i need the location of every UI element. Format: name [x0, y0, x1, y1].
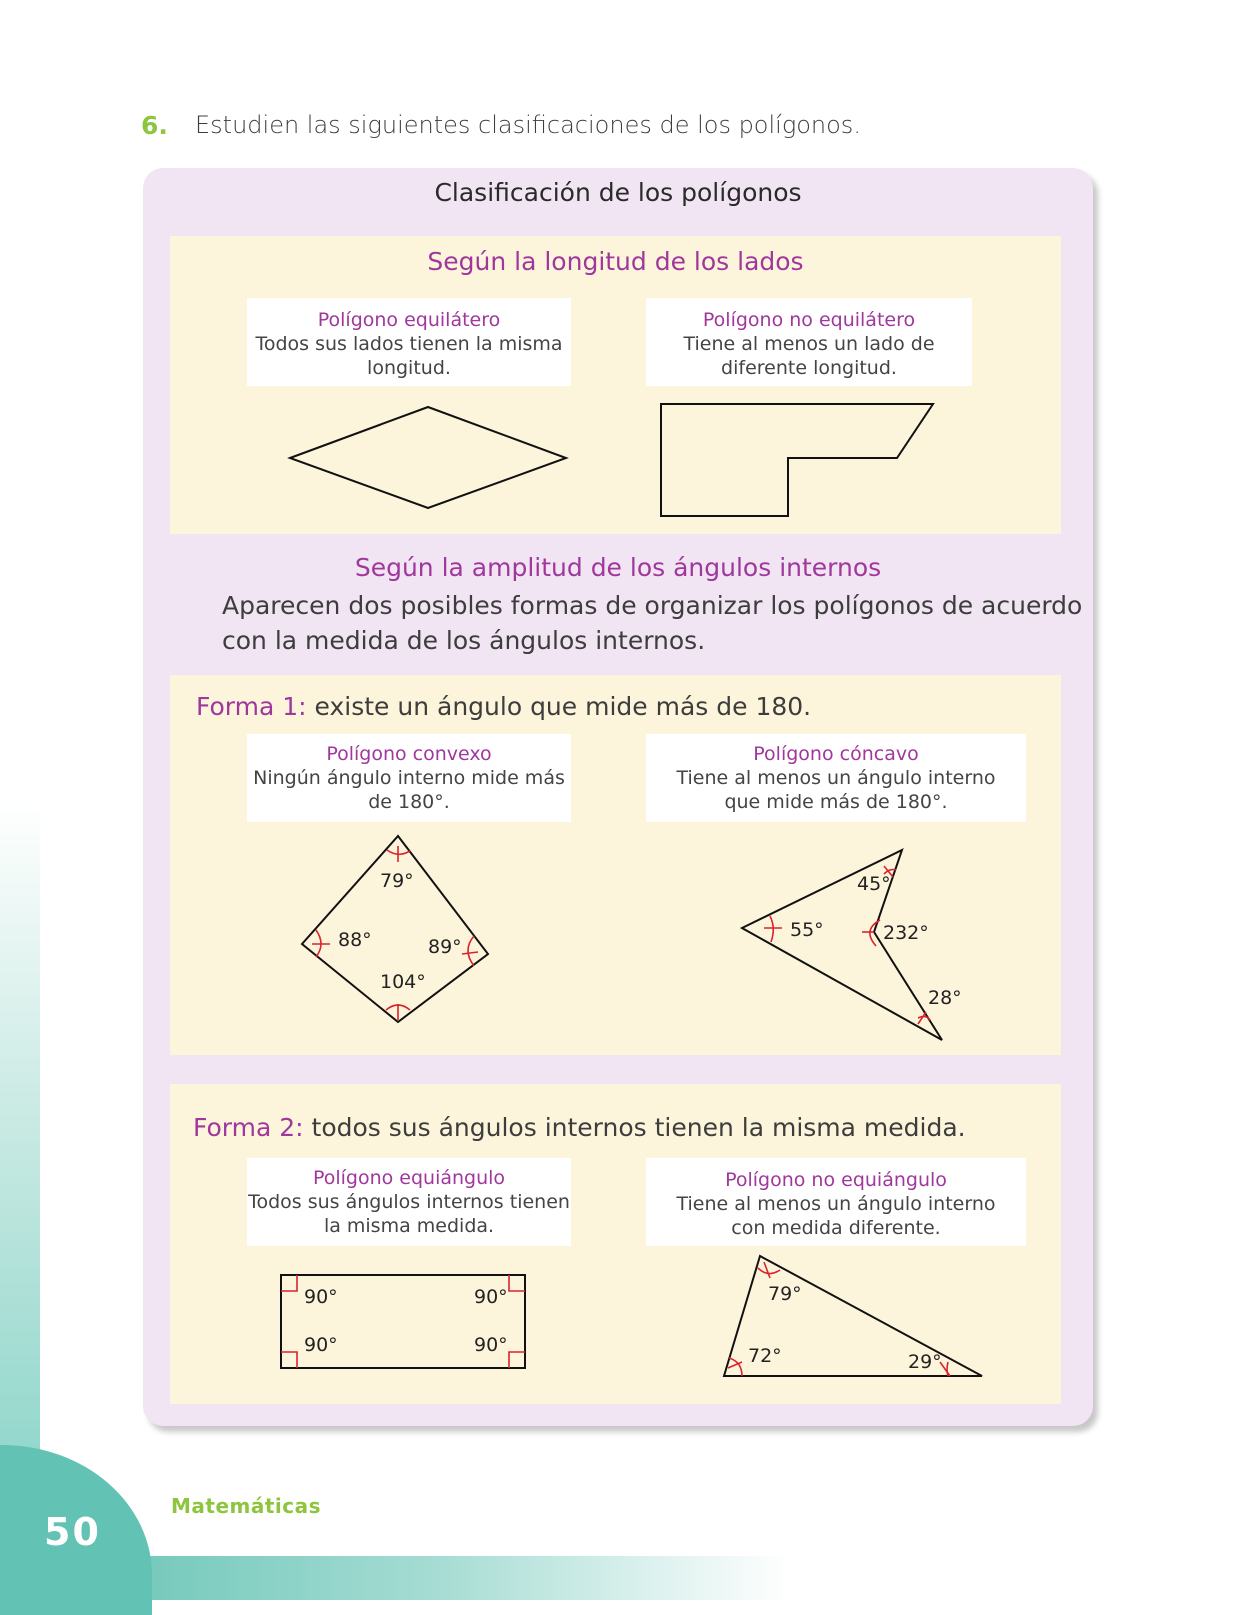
- concave-angle-28: 28°: [928, 987, 962, 1009]
- concave-title: Polígono cóncavo: [753, 743, 919, 765]
- non-equiangular-line2: con medida diferente.: [731, 1217, 941, 1239]
- equiangular-title: Polígono equiángulo: [312, 1167, 506, 1189]
- angles-paragraph: [222, 588, 1082, 658]
- convex-line1: Ningún ángulo interno mide más: [253, 767, 565, 789]
- forma1-label: Forma 1:: [196, 692, 307, 721]
- concave-angle-45: 45°: [857, 873, 891, 895]
- panel-title: Clasificación de los polígonos: [434, 178, 802, 207]
- convex-angle-79: 79°: [380, 870, 414, 892]
- angles-paragraph-line2: con la medida de los ángulos internos.: [222, 626, 706, 655]
- convex-box: [247, 734, 571, 822]
- non-equilateral-title: Polígono no equilátero: [702, 309, 916, 331]
- forma2-label: Forma 2:: [193, 1113, 304, 1142]
- convex-title: Polígono convexo: [326, 743, 492, 765]
- angles-heading: Según la amplitud de los ángulos internos: [354, 553, 882, 582]
- non-equiangular-box: [646, 1158, 1026, 1246]
- forma2-text: todos sus ángulos internos tienen la misma medida.: [303, 1113, 966, 1142]
- equiangular-line1: Todos sus ángulos internos tienen: [248, 1191, 570, 1213]
- question-number: 6.: [141, 111, 168, 140]
- equilateral-line1: Todos sus lados tienen la misma: [255, 333, 563, 355]
- page-number: 50: [44, 1510, 101, 1554]
- sides-heading: Según la longitud de los lados: [427, 247, 804, 276]
- convex-angle-88: 88°: [338, 929, 372, 951]
- concave-quadrilateral-figure: [742, 850, 942, 1040]
- rect-angle-bottom-right: 90°: [474, 1334, 508, 1356]
- non-equilateral-line2: diferente longitud.: [721, 357, 897, 379]
- concave-angle-marks: [764, 866, 930, 1024]
- forma2-heading: [193, 1113, 966, 1142]
- equiangular-line2: la misma medida.: [323, 1215, 495, 1237]
- equilateral-line2: longitud.: [367, 357, 451, 379]
- convex-angle-104: 104°: [380, 971, 426, 993]
- convex-angle-89: 89°: [428, 936, 462, 958]
- forma1-text: existe un ángulo que mide más de 180.: [306, 692, 812, 721]
- rect-angle-bottom-left: 90°: [304, 1334, 338, 1356]
- question-text: Estudien las siguientes clasificaciones de los polígonos.: [195, 111, 861, 139]
- angles-paragraph-line1: Aparecen dos posibles formas de organizar los polígonos de acuerdo: [222, 591, 1083, 620]
- forma1-heading: [196, 692, 811, 721]
- concave-angle-55: 55°: [790, 919, 824, 941]
- convex-quadrilateral-figure: [302, 836, 488, 1022]
- subject-label: Matemáticas: [171, 1494, 322, 1518]
- rect-angle-top-left: 90°: [304, 1286, 338, 1308]
- non-equilateral-line1: Tiene al menos un lado de: [683, 333, 935, 355]
- concave-box: [646, 734, 1026, 822]
- rhombus-figure: [290, 407, 566, 508]
- triangle-angle-72: 72°: [748, 1345, 782, 1367]
- non-equiangular-line1: Tiene al menos un ángulo interno: [676, 1193, 996, 1215]
- triangle-angle-29: 29°: [908, 1351, 942, 1373]
- equilateral-title: Polígono equilátero: [317, 309, 501, 331]
- rect-angle-top-right: 90°: [474, 1286, 508, 1308]
- equiangular-box: [247, 1158, 571, 1246]
- non-equiangular-title: Polígono no equiángulo: [725, 1169, 947, 1191]
- triangle-angle-79: 79°: [768, 1283, 802, 1305]
- non-equilateral-figure: [661, 404, 933, 516]
- convex-line2: de 180°.: [368, 791, 450, 813]
- concave-line2: que mide más de 180°.: [724, 791, 948, 813]
- concave-line1: Tiene al menos un ángulo interno: [676, 767, 996, 789]
- concave-angle-232: 232°: [883, 922, 929, 944]
